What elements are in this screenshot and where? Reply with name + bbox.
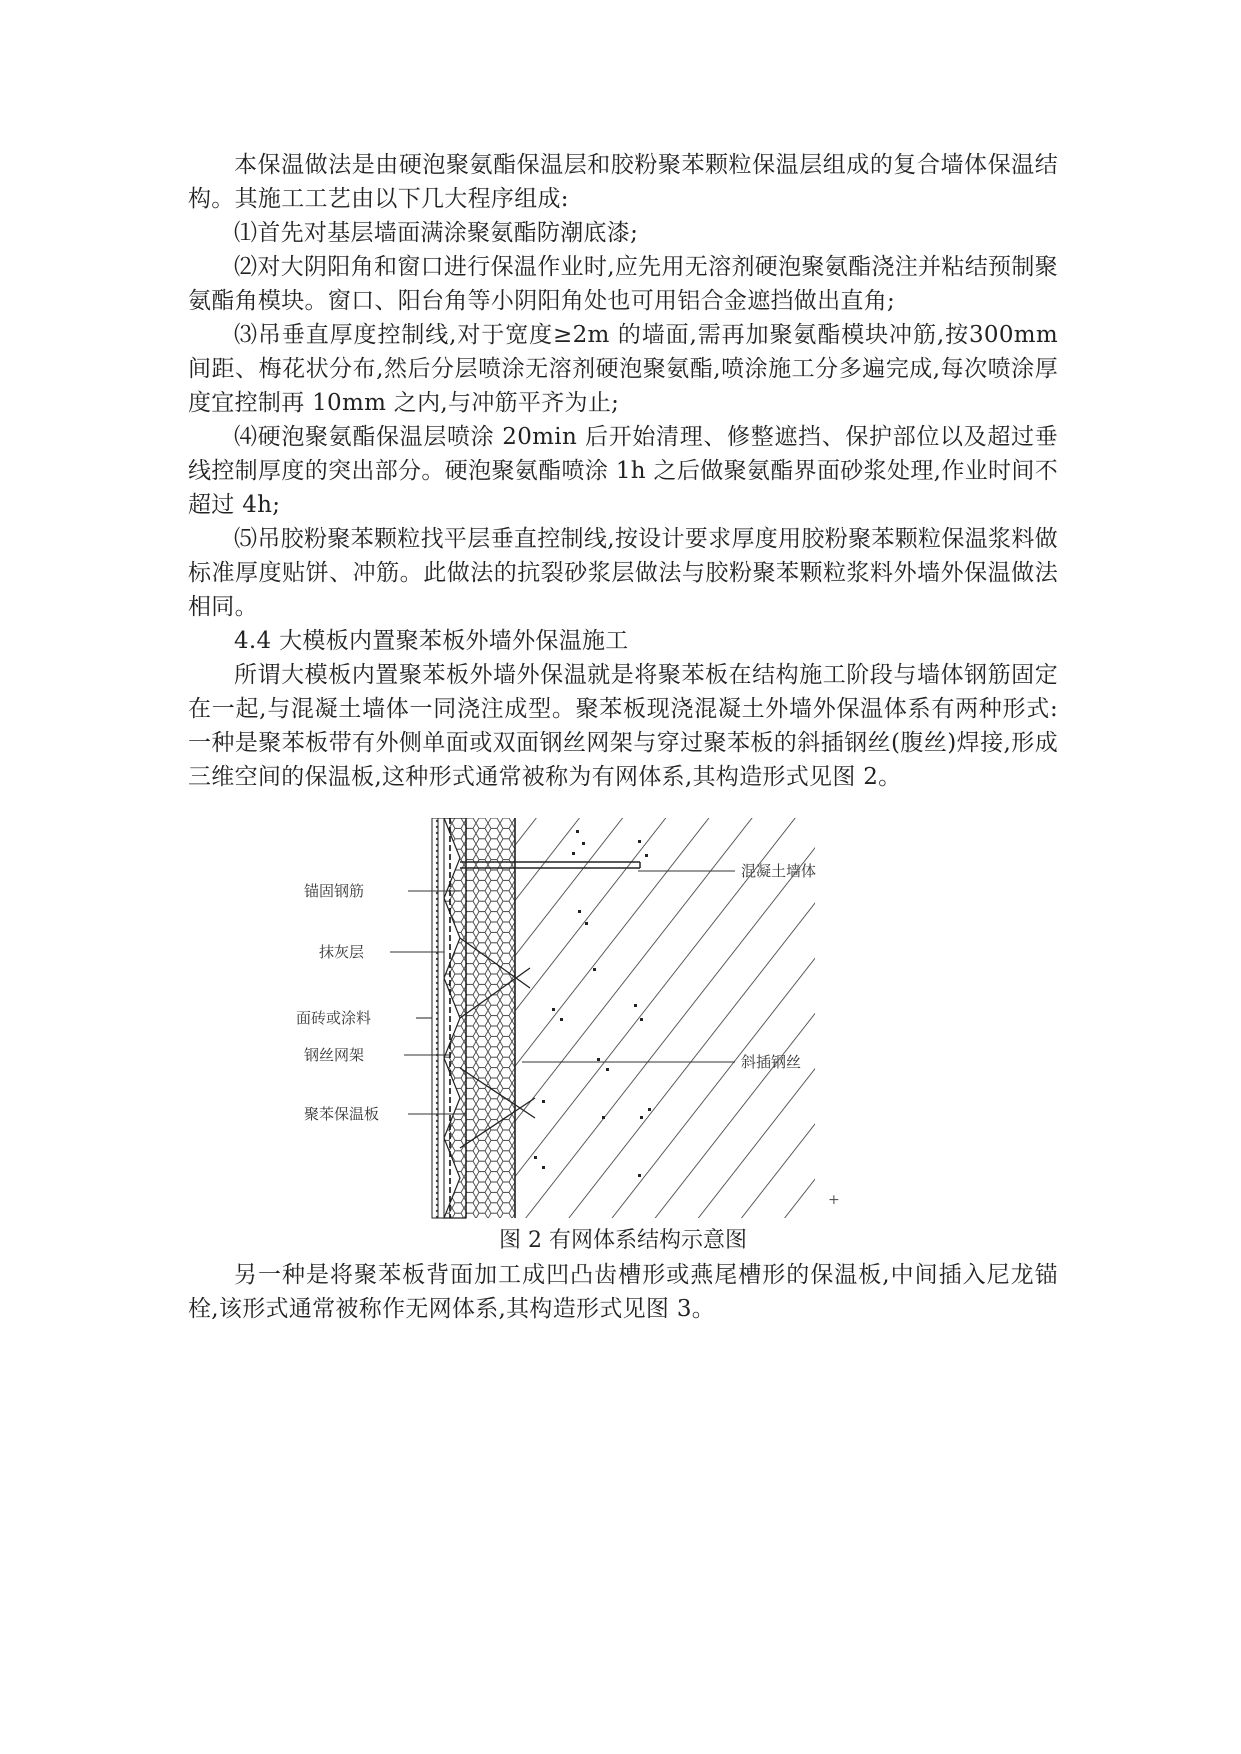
- body-text-top: [188, 148, 1058, 794]
- label-anchor-bar: 锚固钢筋: [304, 882, 365, 900]
- figure-structure-diagram: [296, 818, 960, 1230]
- paragraph-step-1: ⑴首先对基层墙面满涂聚氨酯防潮底漆;: [234, 220, 639, 246]
- paragraph-step-4: ⑷硬泡聚氨酯保温层喷涂 20min 后开始清理、修整遮挡、保护部位以及超过垂线控制厚度的突出部分。硬泡聚氨酯喷涂 1h 之后做聚氨酯界面砂浆处理,作业时间不超过 4h;: [188, 424, 1058, 518]
- paragraph-step-5: ⑸吊胶粉聚苯颗粒找平层垂直控制线,按设计要求厚度用胶粉聚苯颗粒保温浆料做标准厚度贴饼、冲筋。此做法的抗裂砂浆层做法与胶粉聚苯颗粒浆料外墙外保温做法相同。: [188, 526, 1058, 620]
- label-steel-mesh: 钢丝网架: [304, 1046, 365, 1064]
- label-eps-board: 聚苯保温板: [304, 1105, 380, 1123]
- finish-coat: [432, 818, 438, 1218]
- plaster-layer: [444, 818, 466, 1218]
- label-diagonal-wire: 斜插钢丝: [741, 1053, 802, 1071]
- structure-diagram-svg: [320, 818, 960, 1230]
- label-tile-or-coating: 面砖或涂料: [296, 1009, 372, 1027]
- section-heading: 4.4 大模板内置聚苯板外墙外保温施工: [234, 628, 629, 654]
- paragraph-section-body: 所谓大模板内置聚苯板外墙外保温就是将聚苯板在结构施工阶段与墙体钢筋固定在一起,与混凝土墙体一同浇注成型。聚苯板现浇混凝土外墙外保温体系有两种形式:一种是聚苯板带有外侧单面或双面钢丝网架与穿过聚苯板的斜插钢丝(腹丝)焊接,形成三维空间的保温板,这种形式通常被称为有网体系,其构造形式见图 2。: [188, 662, 1058, 790]
- paragraph-intro: 本保温做法是由硬泡聚氨酯保温层和胶粉聚苯颗粒保温层组成的复合墙体保温结构。其施工工艺由以下几大程序组成:: [188, 152, 1058, 212]
- body-text-bottom: [188, 1258, 1058, 1326]
- label-plaster-layer: 抹灰层: [319, 943, 365, 961]
- paragraph-step-3: ⑶吊垂直厚度控制线,对于宽度≥2m 的墙面,需再加聚氨酯模块冲筋,按300mm 间距、梅花状分布,然后分层喷涂无溶剂硬泡聚氨酯,喷涂施工分多遍完成,每次喷涂厚度宜控制再 10mm 之内,与冲筋平齐为止;: [188, 322, 1058, 416]
- figure-caption: 图 2 有网体系结构示意图: [499, 1228, 747, 1253]
- eps-insulation-board: [466, 818, 515, 1218]
- label-concrete-wall: 混凝土墙体: [741, 862, 817, 880]
- paragraph-step-2: ⑵对大阴阳角和窗口进行保温作业时,应先用无溶剂硬泡聚氨酯浇注并粘结预制聚氨酯角模块。窗口、阳台角等小阴阳角处也可用铝合金遮挡做出直角;: [188, 254, 1058, 314]
- stray-mark: +: [828, 1192, 840, 1208]
- paragraph-no-mesh-system: 另一种是将聚苯板背面加工成凹凸齿槽形或燕尾槽形的保温板,中间插入尼龙锚栓,该形式通常被称作无网体系,其构造形式见图 3。: [188, 1262, 1058, 1322]
